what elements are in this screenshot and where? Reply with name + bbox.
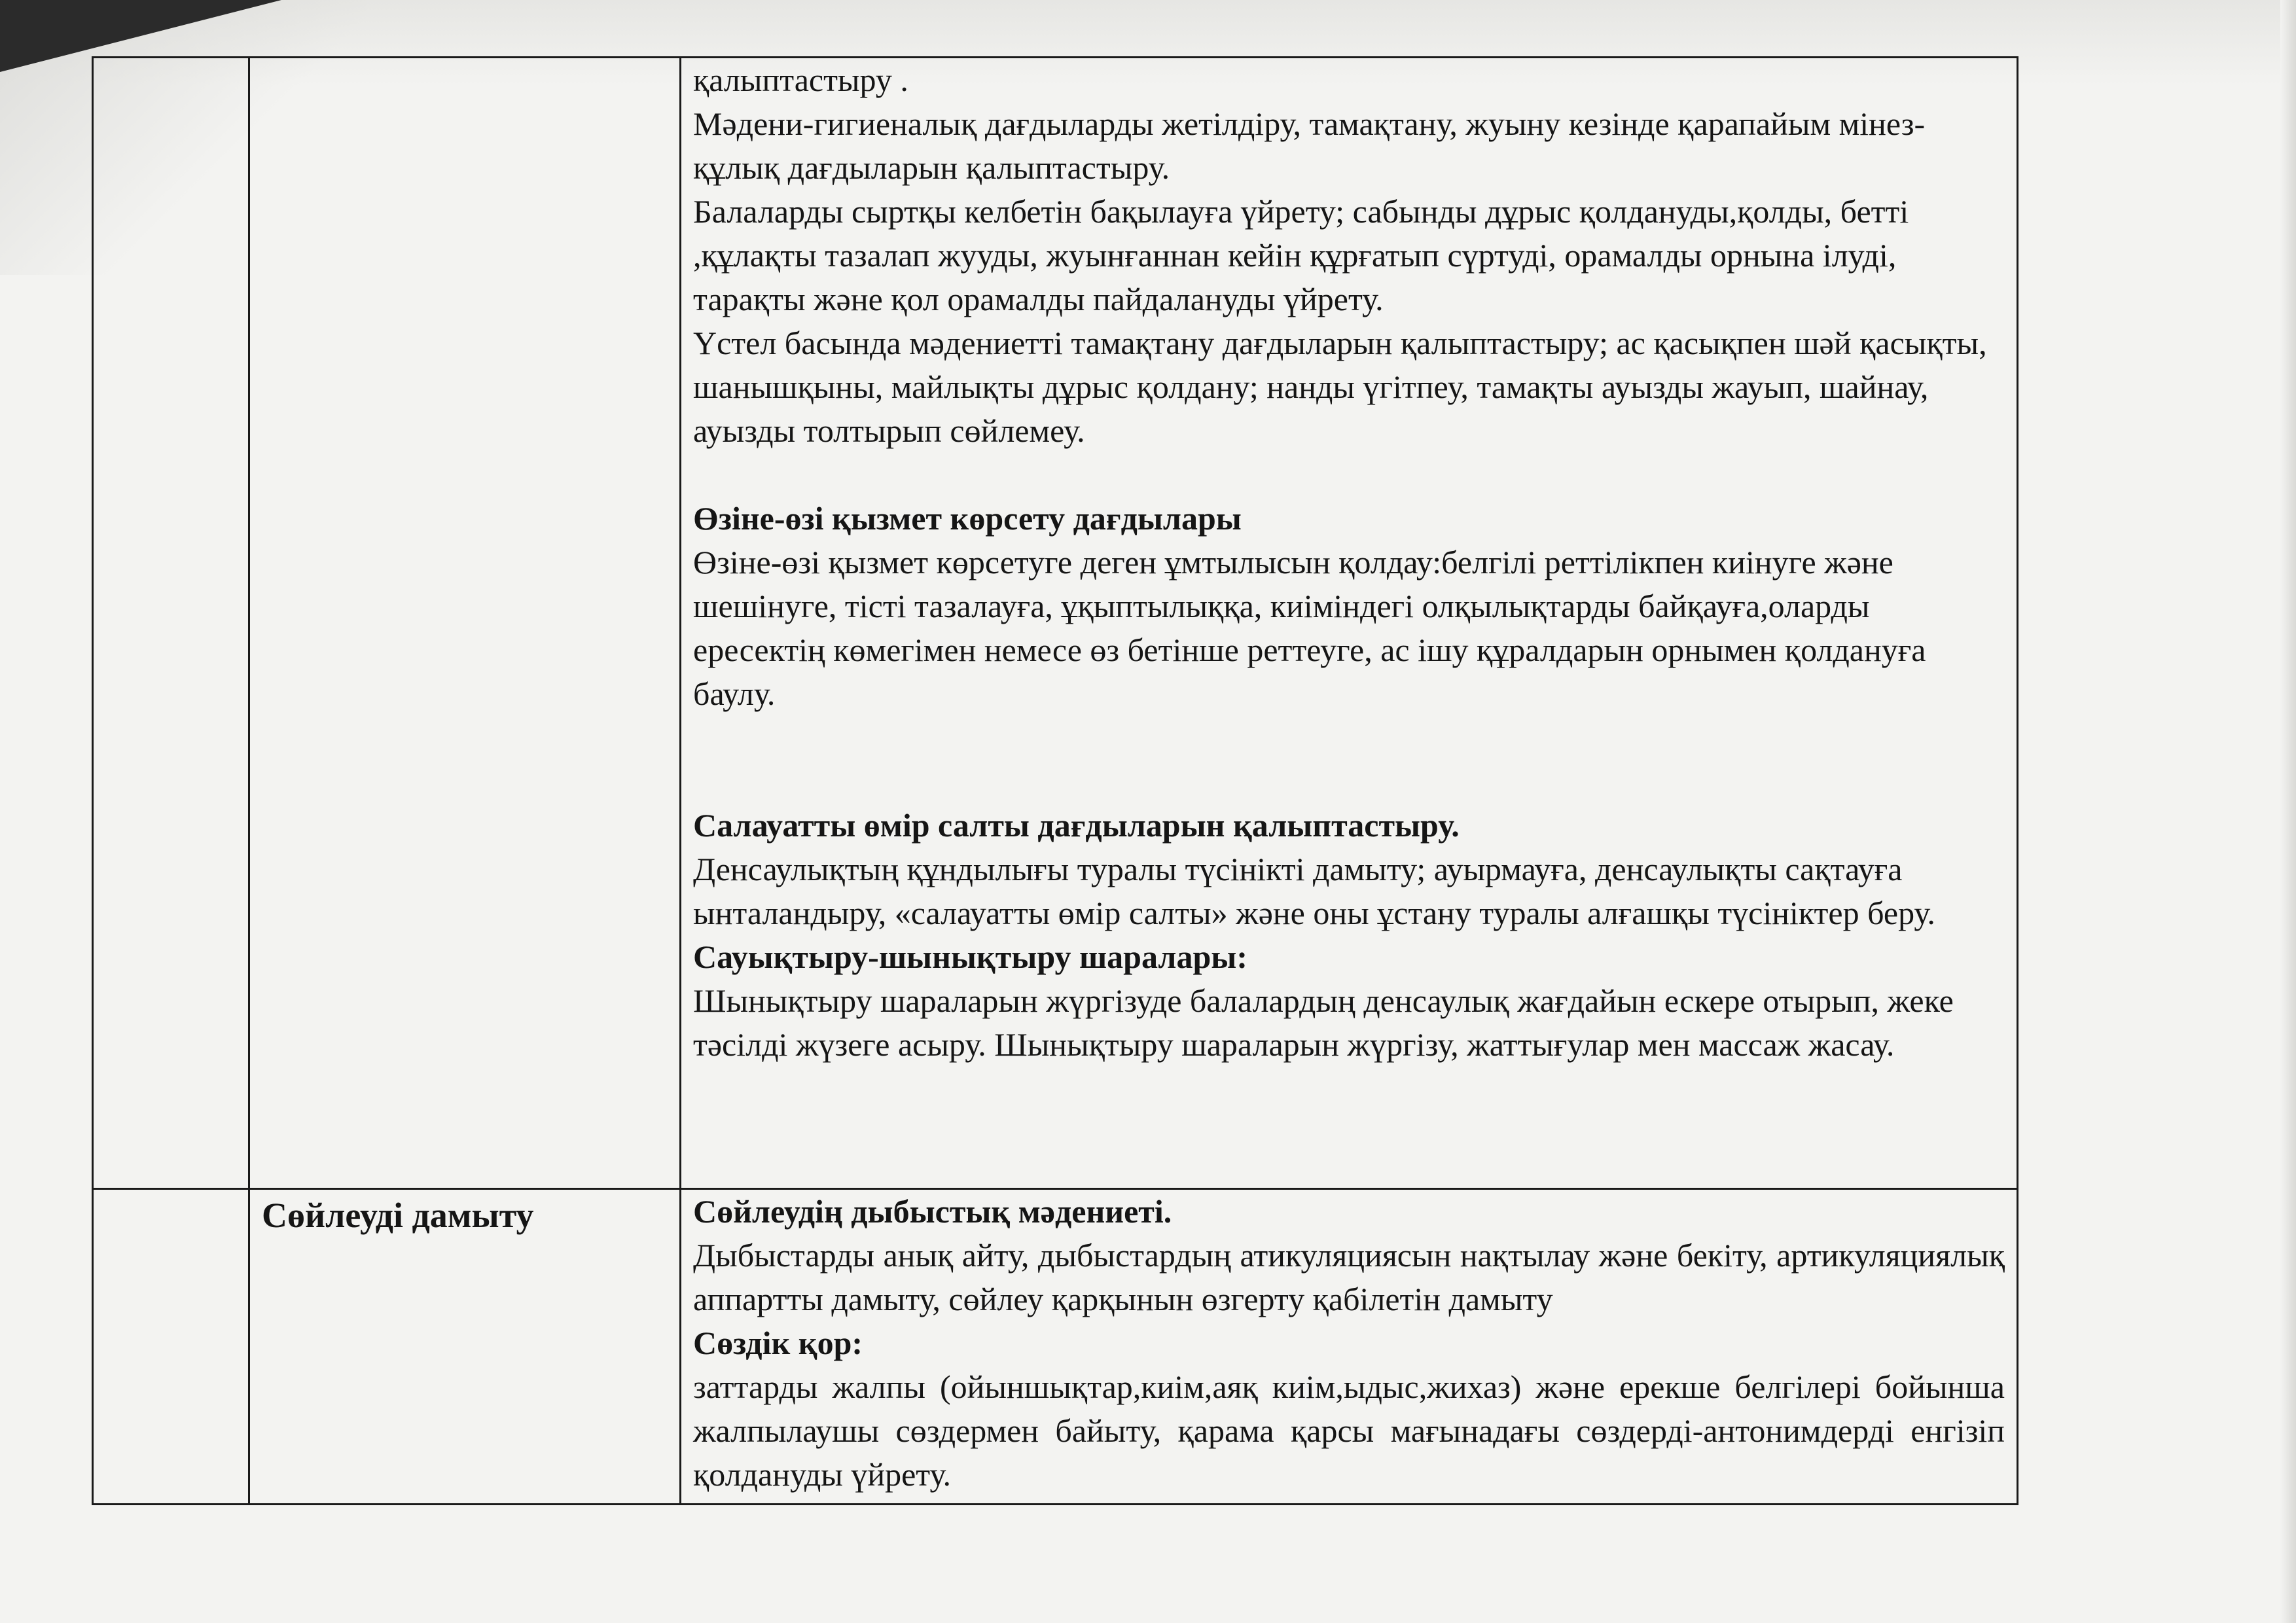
area-label: Сөйлеуді дамыту	[262, 1195, 534, 1235]
content-cell-hygiene	[681, 58, 2018, 1189]
table-row	[93, 58, 2018, 1189]
healthy-lifestyle-text: Денсаулықтың құндылығы туралы түсінікті дамыту; ауырмауға, денсаулықты сақтауға ынталандыру, «салауатты өмір салты» және оны ұстану туралы алғашқы түсініктер беру.	[693, 851, 1935, 931]
content-cell-speech	[681, 1188, 2018, 1504]
intro-line: Балаларды сыртқы келбетін бақылауға үйрету; сабынды дұрыс қолдануды,қолды, бетті ,құлақты тазалап жууды, жуынғаннан кейін құрғатып сүртуді, орамалды орнына ілуді, тарақты және қол орамалды пайдалануды үйрету.	[693, 193, 1909, 317]
self-service-text: Өзіне-өзі қызмет көрсетуге деген ұмтылысын қолдау:белгілі реттілікпен киінуге және шешінуге, тісті тазалауға, ұқыптылыққа, киіміндегі олқылықтарды байқауға,оларды ересектің көмегімен немесе өз бетінше реттеуге, ас ішу құралдарын орнымен қолдануға баулу.	[693, 544, 1926, 712]
curriculum-table	[92, 56, 2018, 1505]
page-edge	[2280, 0, 2296, 1623]
self-service-heading: Өзіне-өзі қызмет көрсету дағдылары	[693, 500, 1242, 537]
vocabulary-text: заттарды жалпы (ойыншықтар,киім,аяқ киім,ыдыс,жихаз) және ерекше белгілері бойынша жалпылаушы сөздермен байыту, қарама қарсы мағынадағы сөздерді-антонимдерді енгізіп қолдануды үйрету.	[693, 1368, 2005, 1493]
healthy-lifestyle-heading: Салауатты өмір салты дағдыларын қалыптастыру.	[693, 807, 1460, 844]
sound-culture-heading: Сөйлеудің дыбыстық мәдениеті.	[693, 1192, 1172, 1230]
hardening-heading: Сауықтыру-шынықтыру шаралары:	[693, 938, 1247, 975]
vocabulary-heading: Сөздік қор:	[693, 1324, 863, 1361]
sound-culture-text: Дыбыстарды анық айту, дыбыстардың атикуляциясын нақтылау және бекіту, артикуляциялық аппартты дамыту, сөйлеу қарқынын өзгерту қабілетін дамыту	[693, 1236, 2005, 1317]
area-cell	[249, 1188, 681, 1504]
left-empty-cell	[93, 58, 249, 1189]
area-cell-empty	[249, 58, 681, 1189]
table-row	[93, 1188, 2018, 1504]
intro-line: Үстел басында мәдениетті тамақтану дағдыларын қалыптастыру; ас қасықпен шәй қасықты, шанышқыны, майлықты дұрыс қолдану; нанды үгітпеу, тамақты ауызды жауып, шайнау, ауызды толтырып сөйлемеу.	[693, 325, 1987, 449]
intro-line: қалыптастыру .	[693, 62, 908, 98]
intro-line: Мәдени-гигиеналық дағдыларды жетілдіру, тамақтану, жуыну кезінде қарапайым мінез-құлық дағдыларын қалыптастыру.	[693, 105, 1926, 186]
left-empty-cell	[93, 1188, 249, 1504]
hardening-text: Шынықтыру шараларын жүргізуде балалардың денсаулық жағдайын ескере отырып, жеке тәсілді жүзеге асыру. Шынықтыру шараларын жүргізу, жаттығулар мен массаж жасау.	[693, 982, 1954, 1063]
